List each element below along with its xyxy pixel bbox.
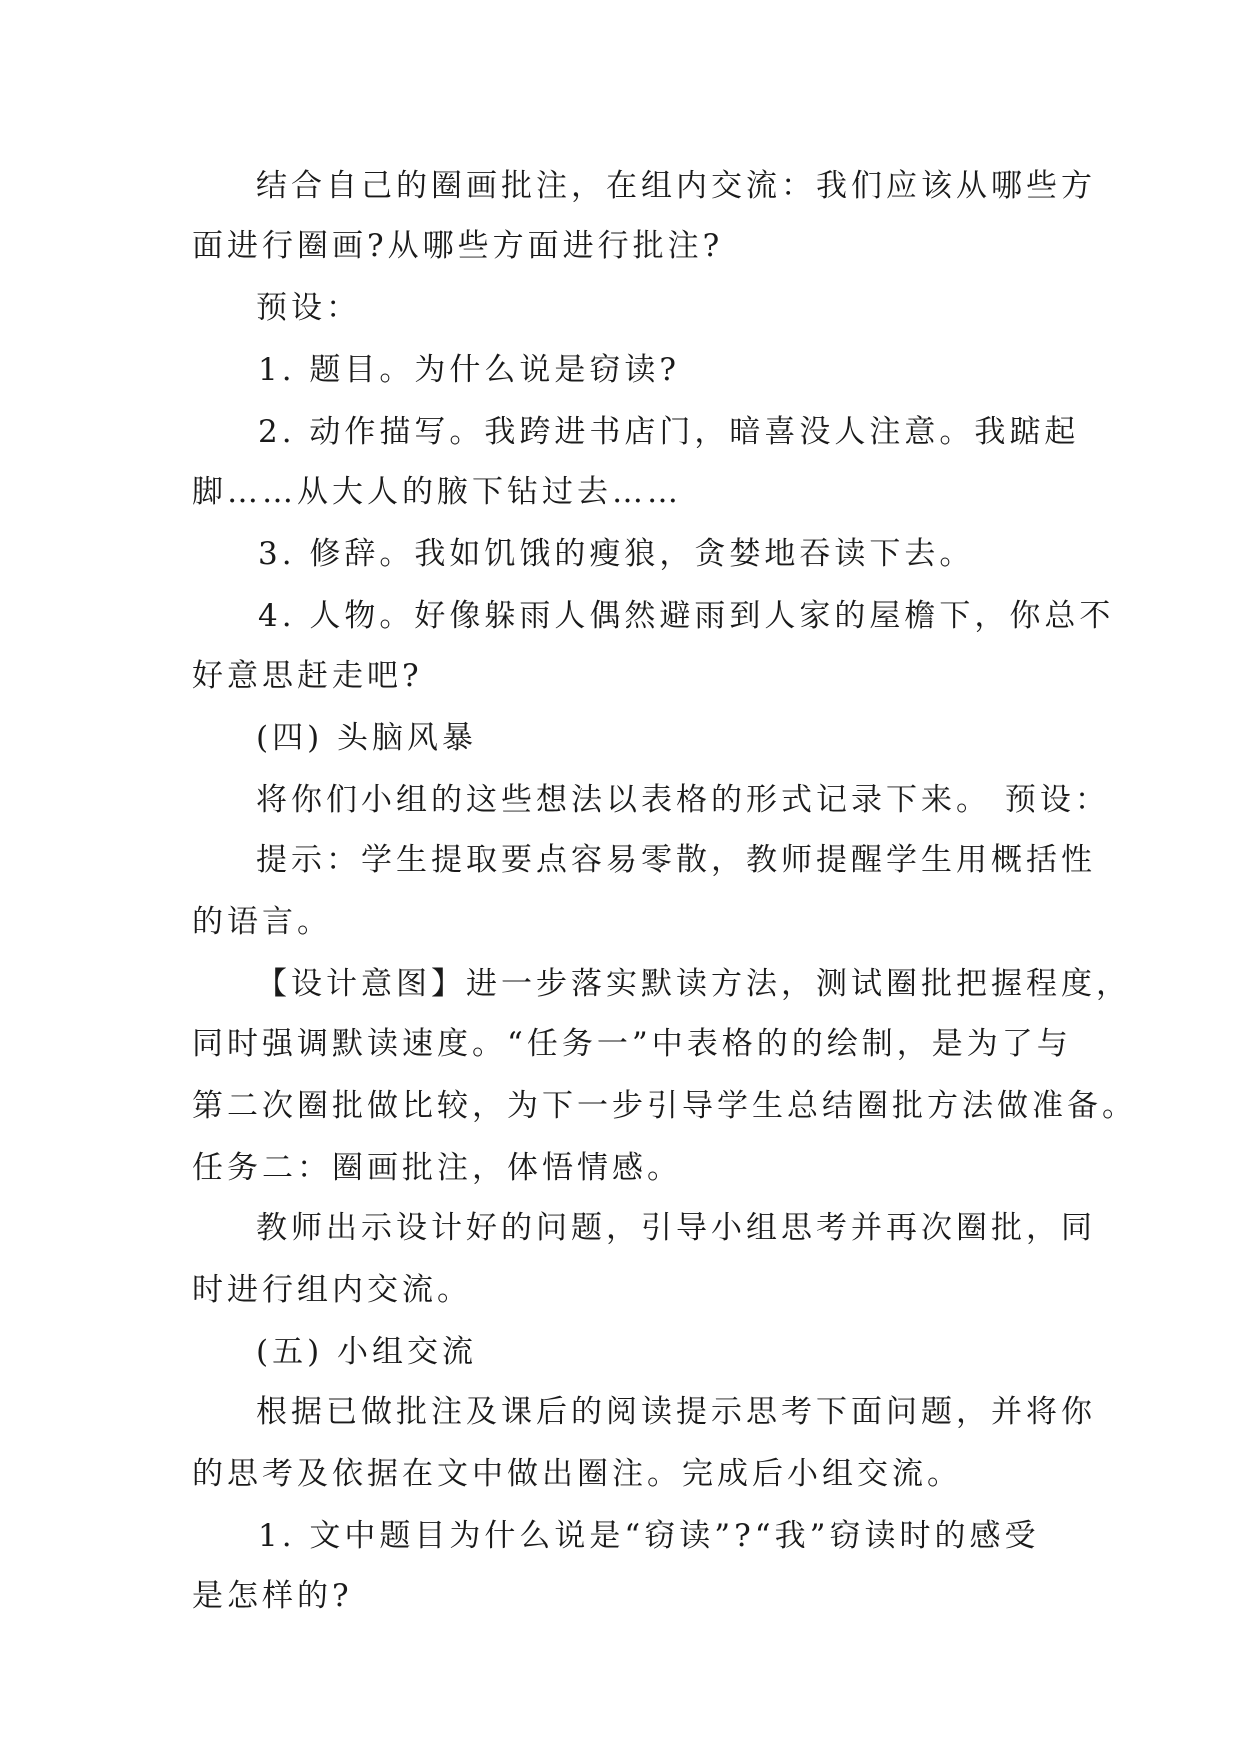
paragraph-line: 提示：学生提取要点容易零散，教师提醒学生用概括性 — [256, 842, 1096, 878]
paragraph-line: 好意思赶走吧? — [192, 658, 423, 694]
list-item: 1. 文中题目为什么说是“窃读”?“我”窃读时的感受 — [258, 1518, 1040, 1554]
section-heading: (五) 小组交流 — [256, 1334, 478, 1370]
section-heading: (四) 头脑风暴 — [256, 720, 478, 756]
paragraph-line: 将你们小组的这些想法以表格的形式记录下来。 预设： — [256, 782, 1110, 818]
paragraph-line: 第二次圈批做比较，为下一步引导学生总结圈批方法做准备。 — [192, 1088, 1137, 1124]
paragraph-line: 的语言。 — [192, 904, 332, 940]
list-item: 2. 动作描写。我跨进书店门，暗喜没人注意。我踮起 — [258, 414, 1080, 450]
paragraph-line: 面进行圈画?从哪些方面进行批注? — [192, 228, 724, 264]
paragraph-line: 的思考及依据在文中做出圈注。完成后小组交流。 — [192, 1456, 962, 1492]
design-intent-line: 【设计意图】进一步落实默读方法，测试圈批把握程度， — [256, 966, 1131, 1002]
paragraph-line: 时进行组内交流。 — [192, 1272, 472, 1308]
paragraph-line: 预设： — [256, 290, 361, 326]
paragraph-line: 是怎样的? — [192, 1578, 353, 1614]
paragraph-line: 脚……从大人的腋下钻过去…… — [192, 474, 682, 510]
list-item: 4. 人物。好像躲雨人偶然避雨到人家的屋檐下，你总不 — [258, 598, 1115, 634]
list-item: 1. 题目。为什么说是窃读? — [258, 352, 681, 388]
list-item: 3. 修辞。我如饥饿的瘦狼，贪婪地吞读下去。 — [258, 536, 975, 572]
paragraph-line: 教师出示设计好的问题，引导小组思考并再次圈批，同 — [256, 1210, 1096, 1246]
paragraph-line: 结合自己的圈画批注，在组内交流：我们应该从哪些方 — [256, 168, 1096, 204]
paragraph-line: 同时强调默读速度。“任务一”中表格的的绘制，是为了与 — [192, 1026, 1072, 1062]
task-heading: 任务二：圈画批注，体悟情感。 — [192, 1150, 682, 1186]
paragraph-line: 根据已做批注及课后的阅读提示思考下面问题，并将你 — [256, 1394, 1096, 1430]
